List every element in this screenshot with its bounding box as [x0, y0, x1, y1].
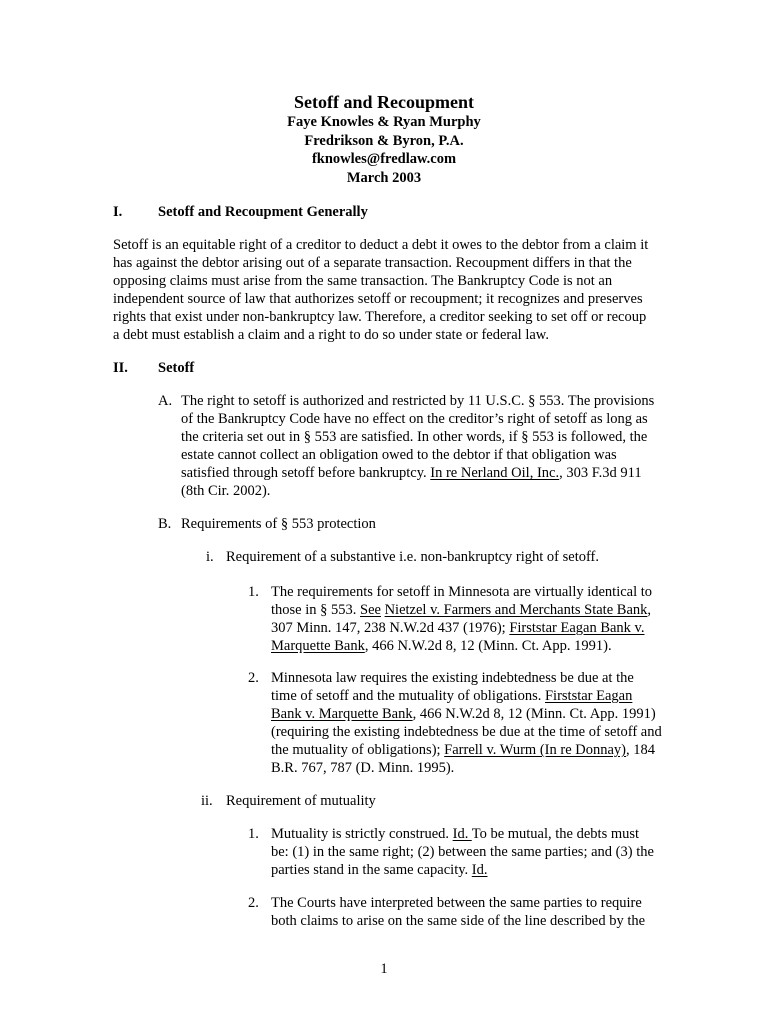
paragraph-line: (8th Cir. 2002). — [181, 483, 271, 499]
paragraph-line — [181, 464, 654, 482]
paragraph-line: be: (1) in the same right; (2) between the same parties; and (3) the — [271, 844, 654, 860]
line-text: , 303 F.3d 911 — [559, 465, 642, 481]
paragraph-line: The right to setoff is authorized and restricted by 11 U.S.C. § 553. The provisions — [181, 393, 655, 409]
line-text: satisfied through setoff before bankruptcy. — [181, 465, 431, 481]
page-number: 1 — [380, 961, 388, 977]
paragraph-line: estate cannot collect an obligation owed to the debtor if that obligation was — [181, 447, 617, 463]
line-text: time of setoff and the mutuality of obligations. — [271, 688, 545, 704]
item-b-label: B. — [158, 516, 172, 532]
paragraph-line: the criteria set out in § 553 are satisfied. In other words, if § 553 is followed, the — [181, 429, 648, 445]
sub-ii-item-2-text — [271, 894, 645, 930]
signal-see: See — [360, 602, 381, 618]
sub-ii-item-1-text — [271, 825, 654, 879]
line-text: , 184 — [626, 742, 655, 758]
authors: Faye Knowles & Ryan Murphy — [287, 114, 481, 130]
sub-i-item-1-text — [271, 583, 652, 655]
item-a-text — [181, 392, 654, 500]
sub-i-label: i. — [206, 549, 214, 565]
paragraph-line — [271, 705, 662, 723]
line-text: the mutuality of obligations); — [271, 742, 445, 758]
sub-ii-item-1-label: 1. — [248, 826, 259, 842]
case-citation: Id. — [452, 826, 472, 842]
case-citation: Bank v. Marquette Bank — [271, 706, 413, 722]
section-1-number: I. — [113, 204, 123, 220]
document-title: Setoff and Recoupment — [294, 92, 474, 112]
case-citation: Farrell v. Wurm (In re Donnay) — [444, 742, 626, 758]
sub-ii-text: Requirement of mutuality — [226, 793, 376, 809]
line-text: To be mutual, the debts must — [471, 826, 640, 842]
section-1-paragraph — [113, 236, 648, 344]
paragraph-line: both claims to arise on the same side of the line described by the — [271, 913, 646, 929]
paragraph-line: of the Bankruptcy Code have no effect on the creditor’s right of setoff as long as — [181, 411, 648, 427]
sub-i-item-2-label: 2. — [248, 670, 259, 686]
paragraph-line: has against the debtor arising out of a separate transaction. Recoupment differs in that the — [113, 255, 632, 271]
document-date: March 2003 — [346, 169, 422, 186]
item-a-label: A. — [158, 393, 173, 409]
paragraph-line — [271, 741, 662, 759]
sub-i-text: Requirement of a substantive i.e. non-bankruptcy right of setoff. — [226, 549, 600, 565]
paragraph-line — [271, 687, 662, 705]
paragraph-line: opposing claims must arise from the same transaction. The Bankruptcy Code is not an — [113, 273, 613, 289]
line-text: , 466 N.W.2d 8, 12 (Minn. Ct. App. 1991) — [412, 706, 656, 722]
case-citation: Firststar Eagan Bank v. — [509, 620, 645, 636]
case-citation: Id. — [471, 862, 488, 878]
paragraph-line: B.R. 767, 787 (D. Minn. 1995). — [271, 760, 455, 776]
paragraph-line — [271, 637, 652, 655]
author-email: fknowles@fredlaw.com — [311, 151, 457, 167]
sub-i-item-2-text — [271, 669, 662, 777]
line-text: those in § 553. — [271, 602, 361, 618]
paragraph-line: a debt must establish a claim and a right to do so under state or federal law. — [113, 327, 549, 343]
line-text: Mutuality is strictly construed. — [271, 826, 453, 842]
paragraph-line — [271, 619, 652, 637]
paragraph-line: The requirements for setoff in Minnesota are virtually identical to — [271, 584, 653, 600]
paragraph-line: Minnesota law requires the existing indebtedness be due at the — [271, 670, 634, 686]
paragraph-line — [271, 825, 654, 843]
paragraph-line: rights that exist under non-bankruptcy law. Therefore, a creditor seeking to set off or recoup — [113, 309, 647, 325]
paragraph-line: Setoff is an equitable right of a creditor to deduct a debt it owes to the debtor from a claim it — [113, 237, 649, 253]
paragraph-line: independent source of law that authorizes setoff or recoupment; it recognizes and preserves — [113, 291, 643, 307]
paragraph-line: (requiring the existing indebtedness be due at the time of setoff and — [271, 724, 662, 740]
paragraph-line: The Courts have interpreted between the same parties to require — [271, 895, 642, 911]
section-2-heading: Setoff — [158, 360, 195, 376]
line-text: , 466 N.W.2d 8, 12 (Minn. Ct. App. 1991). — [364, 638, 612, 654]
paragraph-line — [271, 601, 652, 619]
case-citation: Nietzel v. Farmers and Merchants State Bank — [384, 602, 648, 618]
case-citation: Firststar Eagan — [544, 688, 633, 704]
line-text: 307 Minn. 147, 238 N.W.2d 437 (1976); — [271, 620, 510, 636]
line-text: , — [647, 602, 652, 618]
section-1-heading: Setoff and Recoupment Generally — [158, 204, 368, 220]
paragraph-line — [271, 861, 654, 879]
line-text: parties stand in the same capacity. — [271, 862, 472, 878]
sub-ii-label: ii. — [201, 793, 213, 809]
item-b-text: Requirements of § 553 protection — [181, 516, 376, 532]
sub-i-item-1-label: 1. — [248, 584, 259, 600]
document-header — [0, 91, 768, 187]
case-citation: In re Nerland Oil, Inc. — [430, 465, 560, 481]
section-2-number: II. — [113, 360, 128, 376]
case-citation: Marquette Bank — [271, 638, 365, 654]
firm-name: Fredrikson & Byron, P.A. — [304, 132, 464, 149]
sub-ii-item-2-label: 2. — [248, 895, 259, 911]
